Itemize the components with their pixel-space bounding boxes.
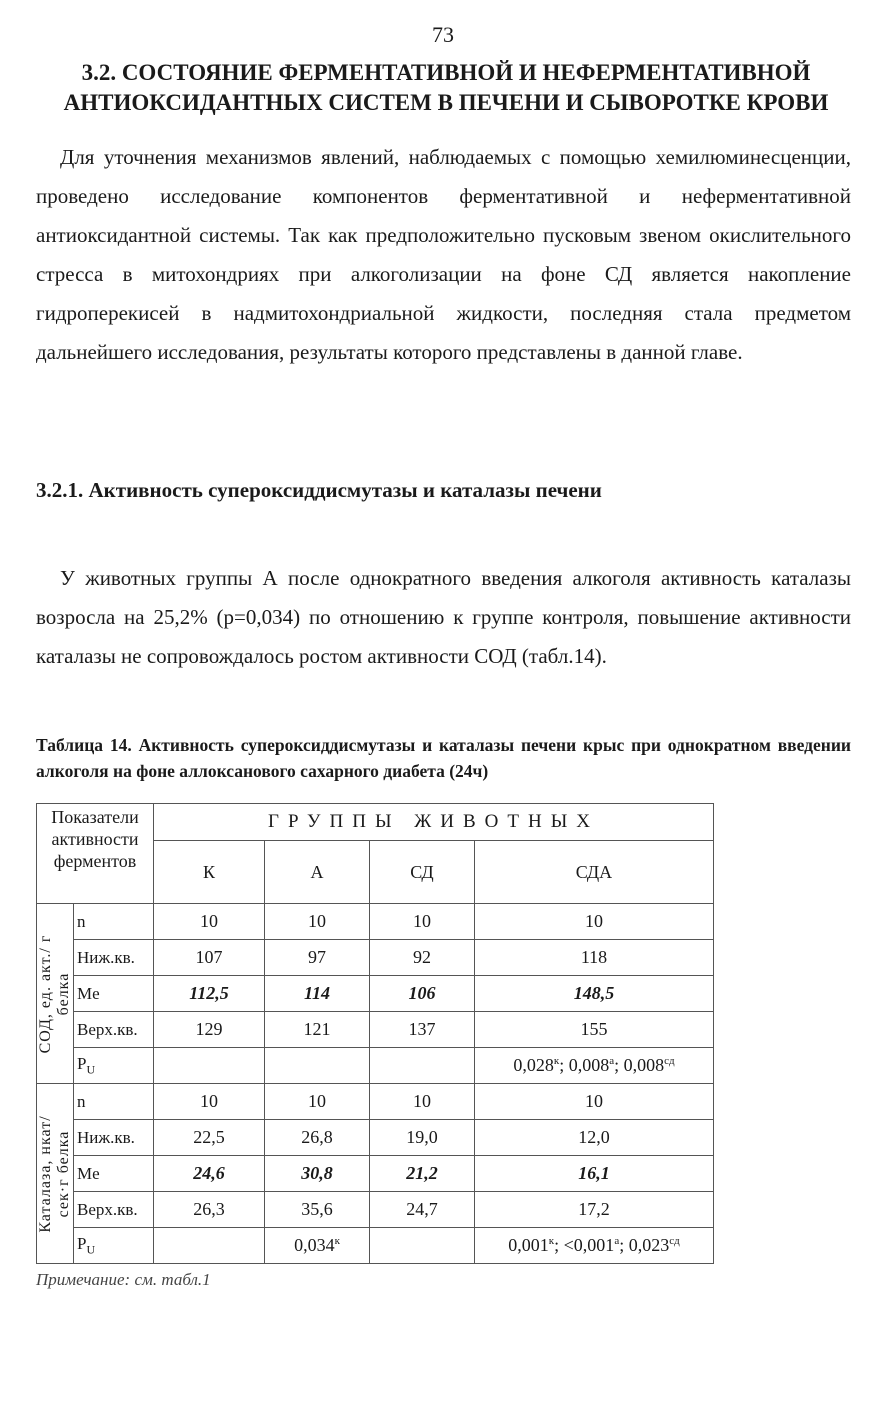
paragraph-2-text: У животных группы А после однократного введения алкоголя активность каталазы возросла на 25,2% (p=0,034) по отношению к группе контроля, повышение активности каталазы не сопровождалось ростом активности СОД (табл.14). <box>36 566 851 668</box>
table-cell: 155 <box>475 1012 714 1048</box>
column-header: А <box>265 841 370 904</box>
table-cell <box>370 1048 475 1084</box>
table-cell <box>154 1228 265 1264</box>
separator: ; <box>614 1055 624 1075</box>
p-value-marker: сд <box>669 1235 680 1247</box>
page-number: 73 <box>432 22 454 47</box>
paragraph-1 <box>36 138 851 372</box>
table-cell: 35,6 <box>265 1192 370 1228</box>
table-row <box>37 1084 714 1120</box>
column-header: К <box>154 841 265 904</box>
table-cell: 30,8 <box>265 1156 370 1192</box>
row-label: Верх.кв. <box>74 1192 154 1228</box>
table-cell: 106 <box>370 976 475 1012</box>
table-cell: 137 <box>370 1012 475 1048</box>
row-label-pu <box>74 1048 154 1084</box>
row-label: Me <box>74 976 154 1012</box>
table-row <box>37 1048 714 1084</box>
separator: ; <box>554 1235 564 1255</box>
table-row <box>37 976 714 1012</box>
catalase-side-label <box>37 1084 74 1264</box>
p-value: 0,008 <box>568 1055 610 1075</box>
table-cell: 10 <box>475 1084 714 1120</box>
table-cell: 22,5 <box>154 1120 265 1156</box>
table-note: Примечание: см. табл.1 <box>36 1270 211 1289</box>
enzyme-activity-table <box>36 803 714 1264</box>
p-value: 0,034 <box>294 1235 335 1255</box>
row-label: Ниж.кв. <box>74 940 154 976</box>
catalase-side-text: Каталаза, нкат/ сек·г белка <box>37 1114 72 1233</box>
section-heading-line-2: АНТИОКСИДАНТНЫХ СИСТЕМ В ПЕЧЕНИ И СЫВОРОТКЕ КРОВИ <box>63 90 829 115</box>
table-cell: 10 <box>370 904 475 940</box>
table-cell: 21,2 <box>370 1156 475 1192</box>
table-cell: 26,8 <box>265 1120 370 1156</box>
p-value-marker: к <box>334 1235 340 1247</box>
header-indicators: Показатели активности ферментов <box>37 804 154 904</box>
table-cell: 118 <box>475 940 714 976</box>
row-label: n <box>74 904 154 940</box>
p-value-marker: к <box>548 1235 555 1247</box>
row-label: Верх.кв. <box>74 1012 154 1048</box>
table-cell: 19,0 <box>370 1120 475 1156</box>
table-cell: 92 <box>370 940 475 976</box>
table-cell: 10 <box>154 904 265 940</box>
p-value: 0,028 <box>513 1055 554 1075</box>
table-cell <box>154 1048 265 1084</box>
table-cell <box>475 1228 714 1264</box>
subsection-heading: 3.2.1. Активность супероксиддисмутазы и каталазы печени <box>36 478 602 502</box>
sod-side-label <box>37 904 74 1084</box>
table-header-row <box>37 804 714 841</box>
table-row <box>37 1012 714 1048</box>
table-cell <box>265 1048 370 1084</box>
pu-subscript: U <box>86 1242 96 1257</box>
p-value-marker: к <box>553 1055 560 1067</box>
row-label: Me <box>74 1156 154 1192</box>
table-cell: 114 <box>265 976 370 1012</box>
row-label: n <box>74 1084 154 1120</box>
table-cell <box>265 1228 370 1264</box>
p-value-marker: сд <box>664 1055 675 1067</box>
table-row <box>37 1120 714 1156</box>
pu-subscript: U <box>86 1062 96 1077</box>
table-cell: 26,3 <box>154 1192 265 1228</box>
pu-label: P <box>77 1233 87 1253</box>
p-value-marker: а <box>609 1055 615 1067</box>
sod-side-text: СОД, ед. акт./ г белка <box>37 934 72 1053</box>
separator: ; <box>559 1055 569 1075</box>
p-value: <0,001 <box>563 1235 615 1255</box>
table-cell: 112,5 <box>154 976 265 1012</box>
table-cell: 107 <box>154 940 265 976</box>
row-label: Ниж.кв. <box>74 1120 154 1156</box>
table-row <box>37 1228 714 1264</box>
table-cell: 10 <box>265 904 370 940</box>
table-cell: 10 <box>475 904 714 940</box>
table-cell: 24,7 <box>370 1192 475 1228</box>
table-cell: 10 <box>265 1084 370 1120</box>
table-cell: 16,1 <box>475 1156 714 1192</box>
table-row <box>37 1192 714 1228</box>
p-value: 0,023 <box>628 1235 670 1255</box>
p-value: 0,008 <box>623 1055 665 1075</box>
table-cell: 12,0 <box>475 1120 714 1156</box>
pu-label: P <box>77 1053 87 1073</box>
table-cell: 10 <box>370 1084 475 1120</box>
table-cell: 129 <box>154 1012 265 1048</box>
table-row <box>37 904 714 940</box>
table-cell <box>475 1048 714 1084</box>
table-cell: 24,6 <box>154 1156 265 1192</box>
table-cell <box>370 1228 475 1264</box>
column-header: СДА <box>475 841 714 904</box>
row-label-pu <box>74 1228 154 1264</box>
table-row <box>37 1156 714 1192</box>
table-cell: 17,2 <box>475 1192 714 1228</box>
table-caption: Таблица 14. Активность супероксиддисмутазы и каталазы печени крыс при однократном введении алкоголя на фоне аллоксанового сахарного диабета (24ч) <box>36 735 851 781</box>
table-cell: 10 <box>154 1084 265 1120</box>
section-heading-line-1: 3.2. СОСТОЯНИЕ ФЕРМЕНТАТИВНОЙ И НЕФЕРМЕНТАТИВНОЙ <box>81 60 811 85</box>
table-cell: 148,5 <box>475 976 714 1012</box>
paragraph-2 <box>36 559 851 676</box>
table-row <box>37 940 714 976</box>
table-cell: 121 <box>265 1012 370 1048</box>
table-cell: 97 <box>265 940 370 976</box>
p-value: 0,001 <box>508 1235 549 1255</box>
p-value-marker: а <box>614 1235 620 1247</box>
column-header: СД <box>370 841 475 904</box>
paragraph-1-text: Для уточнения механизмов явлений, наблюдаемых с помощью хемилюминесценции, проведено исследование компонентов ферментативной и неферментативной антиоксидантной системы. Так как предположительно пусковым звеном окислительного стресса в митохондриях при алкоголизации на фоне СД является накопление гидроперекисей в надмитохондриальной жидкости, последняя стала предметом дальнейшего исследования, результаты которого представлены в данной главе. <box>36 145 851 364</box>
header-animal-groups: ГРУППЫ ЖИВОТНЫХ <box>154 804 714 841</box>
separator: ; <box>619 1235 629 1255</box>
